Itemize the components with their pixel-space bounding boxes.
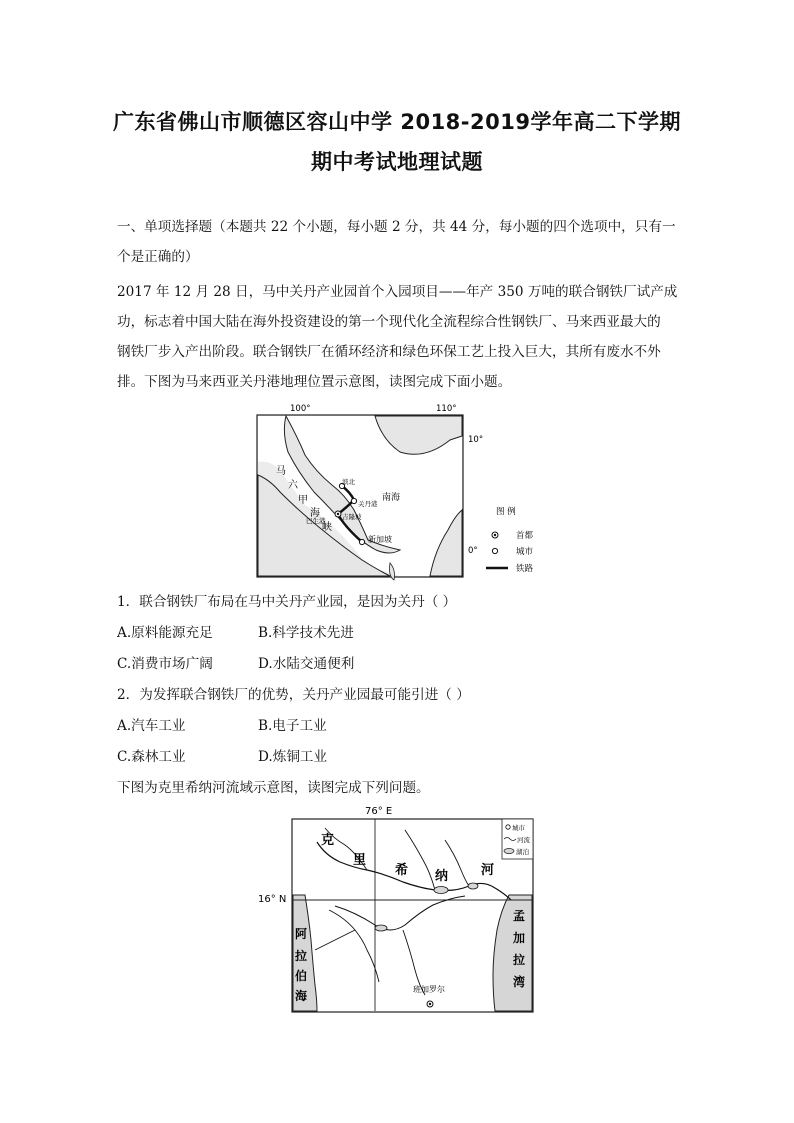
lake <box>375 925 387 931</box>
map2-label-la2: 拉 <box>513 953 526 967</box>
map2-legend-city: 城市 <box>512 824 525 832</box>
page-title-line2: 期中考试地理试题 <box>311 150 483 174</box>
section-heading-line2: 个是正确的） <box>117 249 199 265</box>
map1-label-jilongpo: 吉隆坡 <box>342 513 362 521</box>
map2-label-city: 班加罗尔 <box>413 985 445 994</box>
lake <box>434 887 448 894</box>
passage2-text: 下图为克里希纳河流域示意图，读图完成下列问题。 <box>117 780 430 796</box>
q2-option-a: A.汽车工业 <box>117 718 186 734</box>
q1-option-d: D.水陆交通便利 <box>258 656 355 672</box>
map2-label-xi: 希 <box>395 863 409 878</box>
map1-label-hai: 海 <box>310 508 320 519</box>
map2-label-hai1: 海 <box>295 989 308 1003</box>
passage1-line2: 功，标志着中国大陆在海外投资建设的第一个现代化全流程综合性钢铁厂、马来西亚最大的 <box>117 314 661 330</box>
passage1-line3: 钢铁厂步入产出阶段。联合钢铁厂在循环经济和绿色环保工艺上投入巨大，其所有废水不外 <box>117 344 661 360</box>
q1-option-c: C.消费市场广阔 <box>117 656 213 672</box>
jilongpo-capital-dot <box>337 513 339 515</box>
map1-label-xia: 峡 <box>322 522 332 533</box>
kuantan-location-map <box>250 400 550 582</box>
map1-lat-bottom-label: 0° <box>468 546 478 556</box>
map1-legend-title: 图 例 <box>496 507 516 517</box>
map2-label-la1: 拉 <box>295 949 308 963</box>
xinjiapo-city-marker <box>359 539 364 544</box>
map1-lon-left-label: 100° <box>290 404 311 414</box>
section-heading-line1: 一、单项选择题（本题共 22 个小题，每小题 2 分，共 44 分，每小题的四个选项中，只有一 <box>117 219 676 235</box>
q1-option-b: B.科学技术先进 <box>258 625 354 641</box>
map1-lon-right-label: 110° <box>436 404 457 414</box>
question2-stem: 2．为发挥联合钢铁厂的优势，关丹产业园最可能引进（ ） <box>117 687 470 703</box>
question1-stem: 1．联合钢铁厂布局在马中关丹产业园，是因为关丹（ ） <box>117 594 457 610</box>
passage1-line1: 2017 年 12 月 28 日，马中关丹产业园首个入园项目——年产 350 万吨的联合钢铁厂试产成 <box>117 284 678 300</box>
map1-legend-city: 城市 <box>516 547 534 557</box>
map1-label-bashengang: 巴生港 <box>306 517 326 525</box>
map2-legend-river: 河流 <box>517 836 530 844</box>
map2-label-li: 里 <box>353 853 367 868</box>
map2-label-he: 河 <box>481 863 495 878</box>
map1-label-binbei: 滨北 <box>342 478 355 486</box>
map2-label-jia: 加 <box>513 931 526 945</box>
map1-lat-top-label: 10° <box>468 435 484 445</box>
guandangang-city-marker <box>351 498 356 503</box>
q2-option-b: B.电子工业 <box>258 718 327 734</box>
map2-legend-lake: 湖泊 <box>516 848 529 856</box>
map2-lon-label: 76° E <box>365 806 393 817</box>
map2-label-bo: 伯 <box>295 969 308 983</box>
map2-label-meng: 孟 <box>513 909 526 923</box>
lake-legend-icon <box>504 849 514 854</box>
city-legend-icon <box>492 548 497 553</box>
map2-label-wan: 湾 <box>513 975 526 989</box>
q2-option-d: D.炼铜工业 <box>258 749 328 765</box>
lake <box>468 883 478 889</box>
map1-legend-railway: 铁路 <box>516 564 534 574</box>
map1-label-nanhai: 南海 <box>382 493 401 503</box>
krishna-river-basin-map <box>255 800 545 1018</box>
map1-label-jia: 甲 <box>298 495 308 506</box>
city-legend-icon <box>506 825 510 829</box>
map1-label-liu: 六 <box>288 480 298 491</box>
map1-legend-capital: 首都 <box>516 531 534 541</box>
map2-label-ke: 克 <box>321 833 335 848</box>
map2-label-a: 阿 <box>295 927 308 941</box>
q1-option-a: A.原料能源充足 <box>117 625 213 641</box>
map1-label-guandangang: 关丹港 <box>358 500 378 508</box>
map1-label-xinjiapo: 新加坡 <box>368 535 392 544</box>
map2-lat-label: 16° N <box>258 894 287 905</box>
q2-option-c: C.森林工业 <box>117 749 186 765</box>
map2-label-na: 纳 <box>435 869 449 884</box>
page-title-line1: 广东省佛山市顺德区容山中学 2018-2019学年高二下学期 <box>113 110 681 134</box>
map1-label-ma: 马 <box>276 466 286 477</box>
passage1-line4: 排。下图为马来西亚关丹港地理位置示意图，读图完成下面小题。 <box>117 374 512 390</box>
